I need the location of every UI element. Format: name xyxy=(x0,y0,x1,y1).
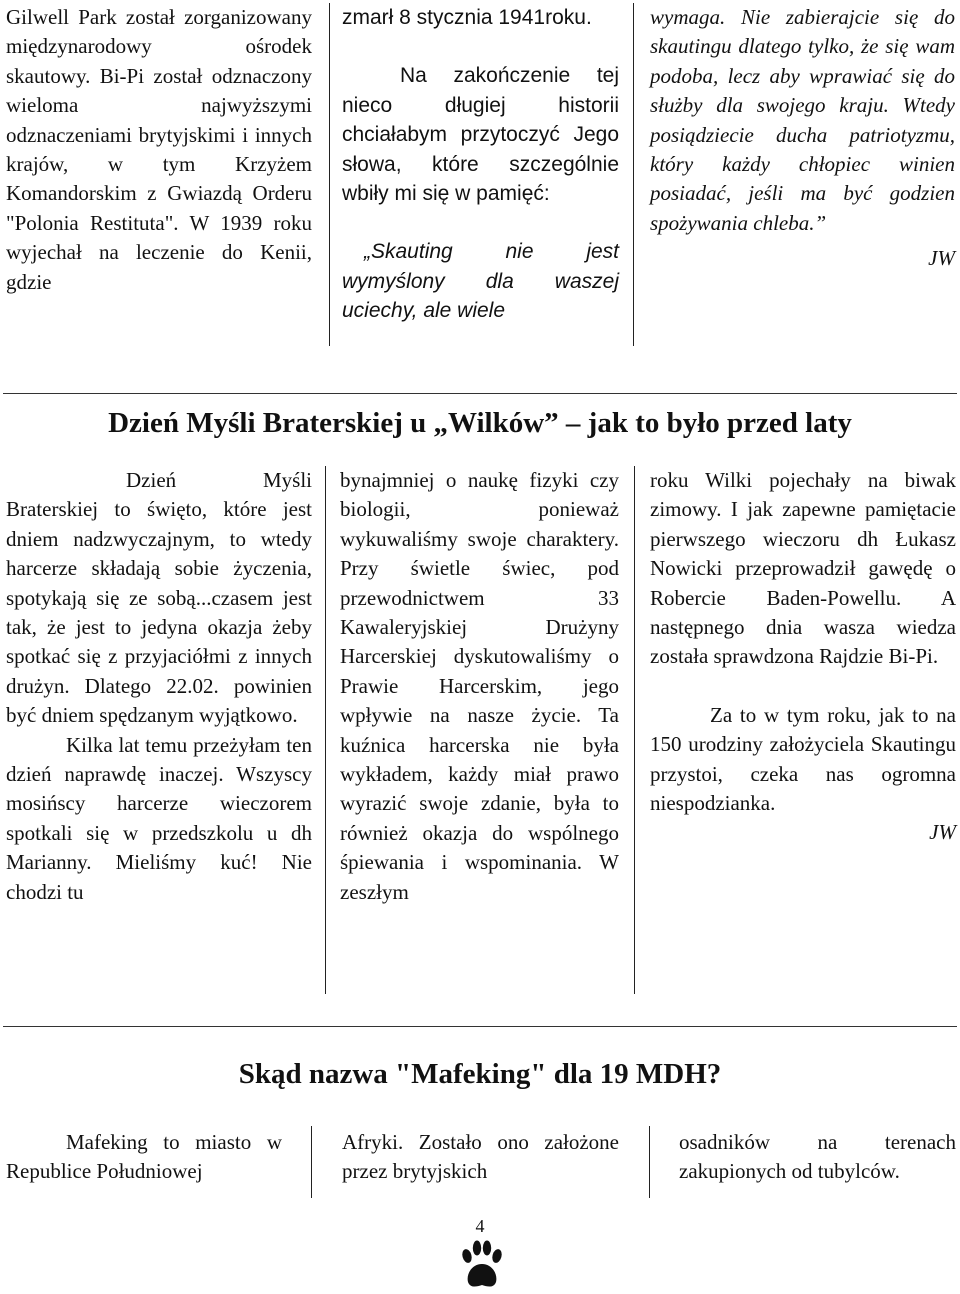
s2-column-3 xyxy=(650,466,956,848)
s1-divider-1 xyxy=(329,3,330,346)
s1-col2-p1: zmarł 8 stycznia 1941roku. xyxy=(342,6,592,29)
s2-column-2 xyxy=(340,466,619,907)
paw-print-icon xyxy=(460,1240,504,1290)
s3-column-1 xyxy=(6,1128,282,1187)
s2-column-1 xyxy=(6,466,312,907)
s3-column-2 xyxy=(342,1128,619,1187)
page-number: 4 xyxy=(475,1216,485,1236)
s2-col1-p2: Kilka lat temu przeżyłam ten dzień naprawdę inaczej. Wszyscy mosińscy harcerze wieczorem spotkali się w przedszkolu u dh Marianny. Mieliśmy kuć! Nie chodzi tu xyxy=(6,732,312,904)
s3-heading: Skąd nazwa "Mafeking" dla 19 MDH? xyxy=(238,1058,722,1090)
s3-col2-text: Afryki. Zostało ono założone przez brytyjskich xyxy=(342,1130,619,1184)
s3-col1-text: Mafeking to miasto w Republice Południowej xyxy=(6,1130,282,1184)
s1-column-3 xyxy=(650,3,955,274)
s1-col1-text: Gilwell Park został zorganizowany międzynarodowy ośrodek skautowy. Bi-Pi został odznaczony wieloma najwyższymi odznaczeniami brytyjskimi i innych krajów, w tym Krzyżem Komandorskim z Gwiazdą Orderu "Polonia Restituta". W 1939 roku wyjechał na leczenie do Kenii, gdzie xyxy=(6,5,312,294)
s3-divider-2 xyxy=(649,1126,650,1198)
s3-col3-text: osadników na terenach zakupionych od tubylców. xyxy=(679,1130,956,1184)
s1-column-2 xyxy=(342,3,619,326)
s2-col3-p1: roku Wilki pojechały na biwak zimowy. I jak zapewne pamiętacie pierwszego wieczoru dh Łukasz Nowicki przeprowadził gawędę o Robercie Baden-Powellu. A następnego dnia wasza wiedza została sprawdzona Rajdzie Bi-Pi. xyxy=(650,468,956,669)
s2-bottom-rule xyxy=(3,1026,957,1027)
s1-bottom-rule xyxy=(3,393,957,394)
s1-column-1 xyxy=(6,3,312,297)
s3-column-3 xyxy=(679,1128,956,1187)
s1-col3-quote: wymaga. Nie zabierajcie się do skautingu dlatego tylko, że się wam podoba, lecz aby wprawiać się do służby dla swojego kraju. Wtedy posiądziecie ducha patriotyzmu, który każdy chłopiec winien posiadać, jeśli ma być godzien spożywania chleba.” xyxy=(650,5,955,235)
s2-col2-text: bynajmniej o naukę fizyki czy biologii, ponieważ wykuwaliśmy swoje charaktery. Przy świetle świec, pod przewodnictwem 33 Kawaleryjskiej Drużyny Harcerskiej dyskutowaliśmy o Prawie Harcerskim, jego wpływie na nasze życie. Ta kuźnica harcerska nie była wykładem, każdy miał prawo wyrazić swoje zdanie, była to również okazja do wspólnego śpiewania i wspominania. W zeszłym xyxy=(340,468,619,904)
s1-col2-p2: Na zakończenie tej nieco długiej historii chciałabym przytoczyć Jego słowa, które szczególnie wbiły mi się w pamięć: xyxy=(342,64,619,206)
s1-divider-2 xyxy=(633,3,634,346)
s2-col3-p2: Za to w tym roku, jak to na 150 urodziny założyciela Skautingu przystoi, czeka nas ogromna niespodzianka. xyxy=(650,702,956,816)
s1-signature: JW xyxy=(928,246,955,271)
s2-signature: JW xyxy=(929,820,956,845)
s2-divider-2 xyxy=(634,466,635,994)
s2-divider-1 xyxy=(325,466,326,994)
s2-col1-p1: Dzień Myśli Braterskiej to święto, które jest dniem nadzwyczajnym, to wtedy harcerze składają sobie życzenia, spotykają się ze sobą...czasem jest tak, że jest to jedyna okazja żeby spotkać się z przyjaciółmi z innych drużyn. Dlatego 22.02. powinien być dniem spędzanym wyjątkowo. xyxy=(6,468,312,728)
s3-divider-1 xyxy=(311,1126,312,1198)
s1-col2-quote: „Skauting nie jest wymyślony dla waszej uciechy, ale wiele xyxy=(342,240,619,323)
s2-heading: Dzień Myśli Braterskiej u „Wilków” – jak to było przed laty xyxy=(108,407,852,439)
